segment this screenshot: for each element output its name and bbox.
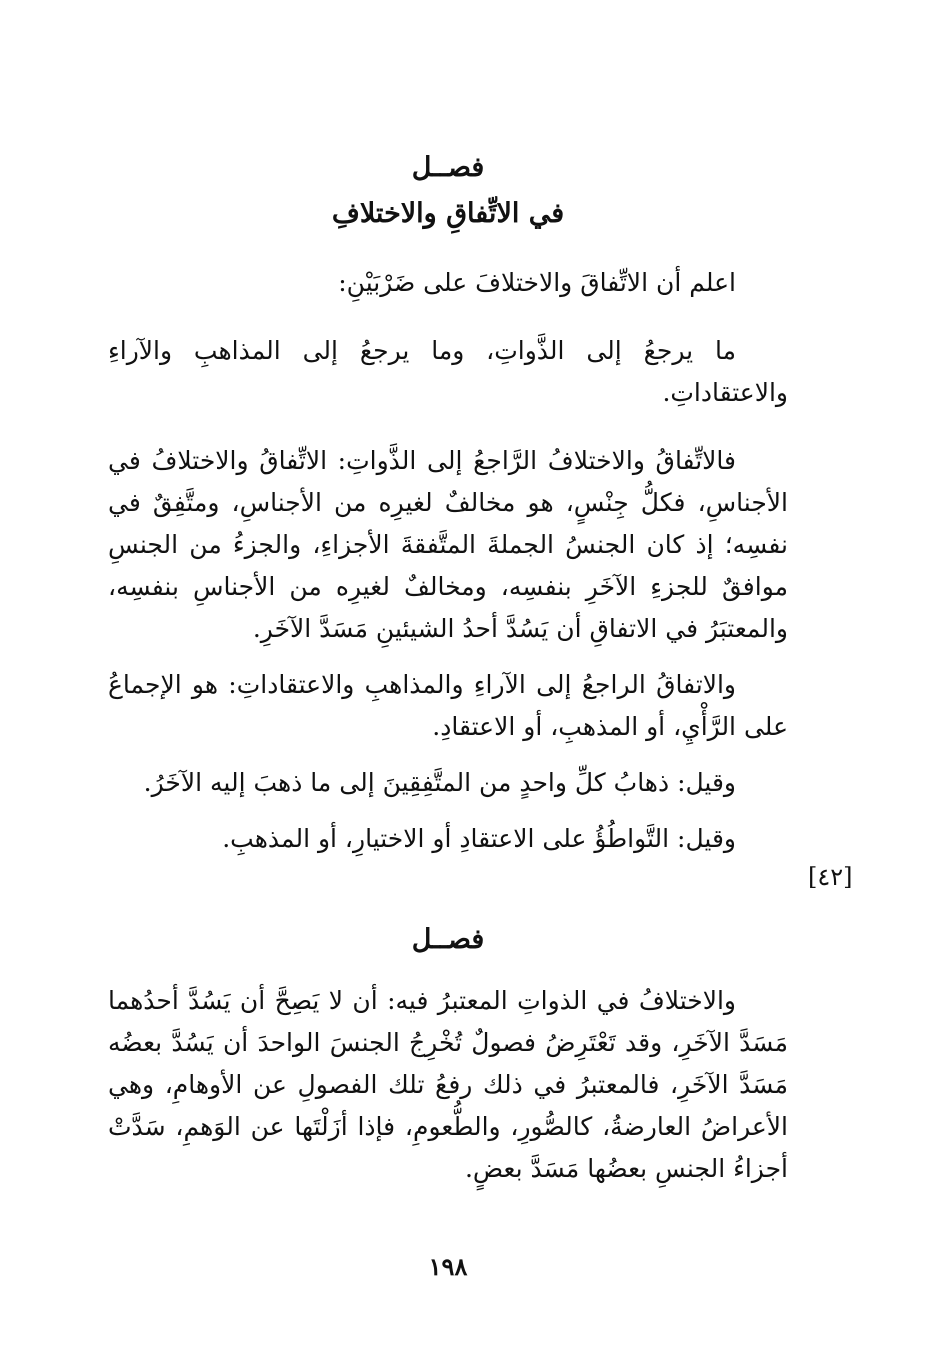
paragraph-2: فالاتِّفاقُ والاختلافُ الرَّاجعُ إلى الذَّواتِ: الاتِّفاقُ والاختلافُ في الأجناسِ، فكلُّ جِنْسٍ، هو مخالفٌ لغيرِه من الأجناسِ، ومتَّفِقٌ في نفسِه؛ إذ كان الجنسُ الجملةَ المتَّفقةَ الأجزاءِ، والجزءُ من الجنسِ موافقٌ للجزءِ الآخَرِ بنفسِه، ومخالفٌ لغيرِه من الأجناسِ بنفسِه، والمعتبَرُ في الاتفاقِ أن يَسُدَّ أحدُ الشيئينِ مَسَدَّ الآخَرِ. [108, 446, 788, 643]
section-1-body [108, 262, 788, 860]
page-number: ١٩٨ [428, 1252, 468, 1281]
paragraph-6: والاختلافُ في الذواتِ المعتبرُ فيه: أن لا يَصِحَّ أن يَسُدَّ أحدُهما مَسَدَّ الآخَرِ، وقد تَعْتَرِضُ فصولٌ تُخْرِجُ الجنسَ الواحدَ أن يَسُدَّ بعضُه مَسَدَّ الآخَرِ، فالمعتبرُ في ذلك رفعُ تلك الفصولِ عن الأوهامِ، وهي الأعراضُ العارضةُ، كالصُّورِ، والطُّعومِ، فإذا أزَلْتَها عن الوَهمِ، سَدَّتْ أجزاءُ الجنسِ بعضُها مَسَدَّ بعضٍ. [108, 986, 788, 1183]
paragraph-4: وقيل: ذهابُ كلِّ واحدٍ من المتَّفِقِينَ إلى ما ذهبَ إليه الآخَرُ. [143, 768, 736, 797]
section-title-1: فصــل [411, 152, 485, 183]
margin-reference-number: [٤٢] [808, 863, 853, 891]
paragraph-5: وقيل: التَّواطُؤُ على الاعتقادِ أو الاختيارِ، أو المذهبِ. [222, 824, 736, 853]
section-title-2: فصــل [411, 924, 485, 955]
paragraph-1: ما يرجعُ إلى الذَّواتِ، وما يرجعُ إلى المذاهبِ والآراءِ والاعتقاداتِ. [108, 336, 788, 407]
paragraph-3: والاتفاقُ الراجعُ إلى الآراءِ والمذاهبِ والاعتقاداتِ: هو الإجماعُ على الرَّأْيِ، أو المذهبِ، أو الاعتقادِ. [108, 670, 788, 741]
section-2-body [108, 980, 788, 1190]
intro-paragraph: اعلم أن الاتِّفاقَ والاختلافَ على ضَرْبَيْنِ: [338, 268, 736, 297]
section-subtitle: في الاتِّفاقِ والاختلافِ [331, 198, 565, 229]
